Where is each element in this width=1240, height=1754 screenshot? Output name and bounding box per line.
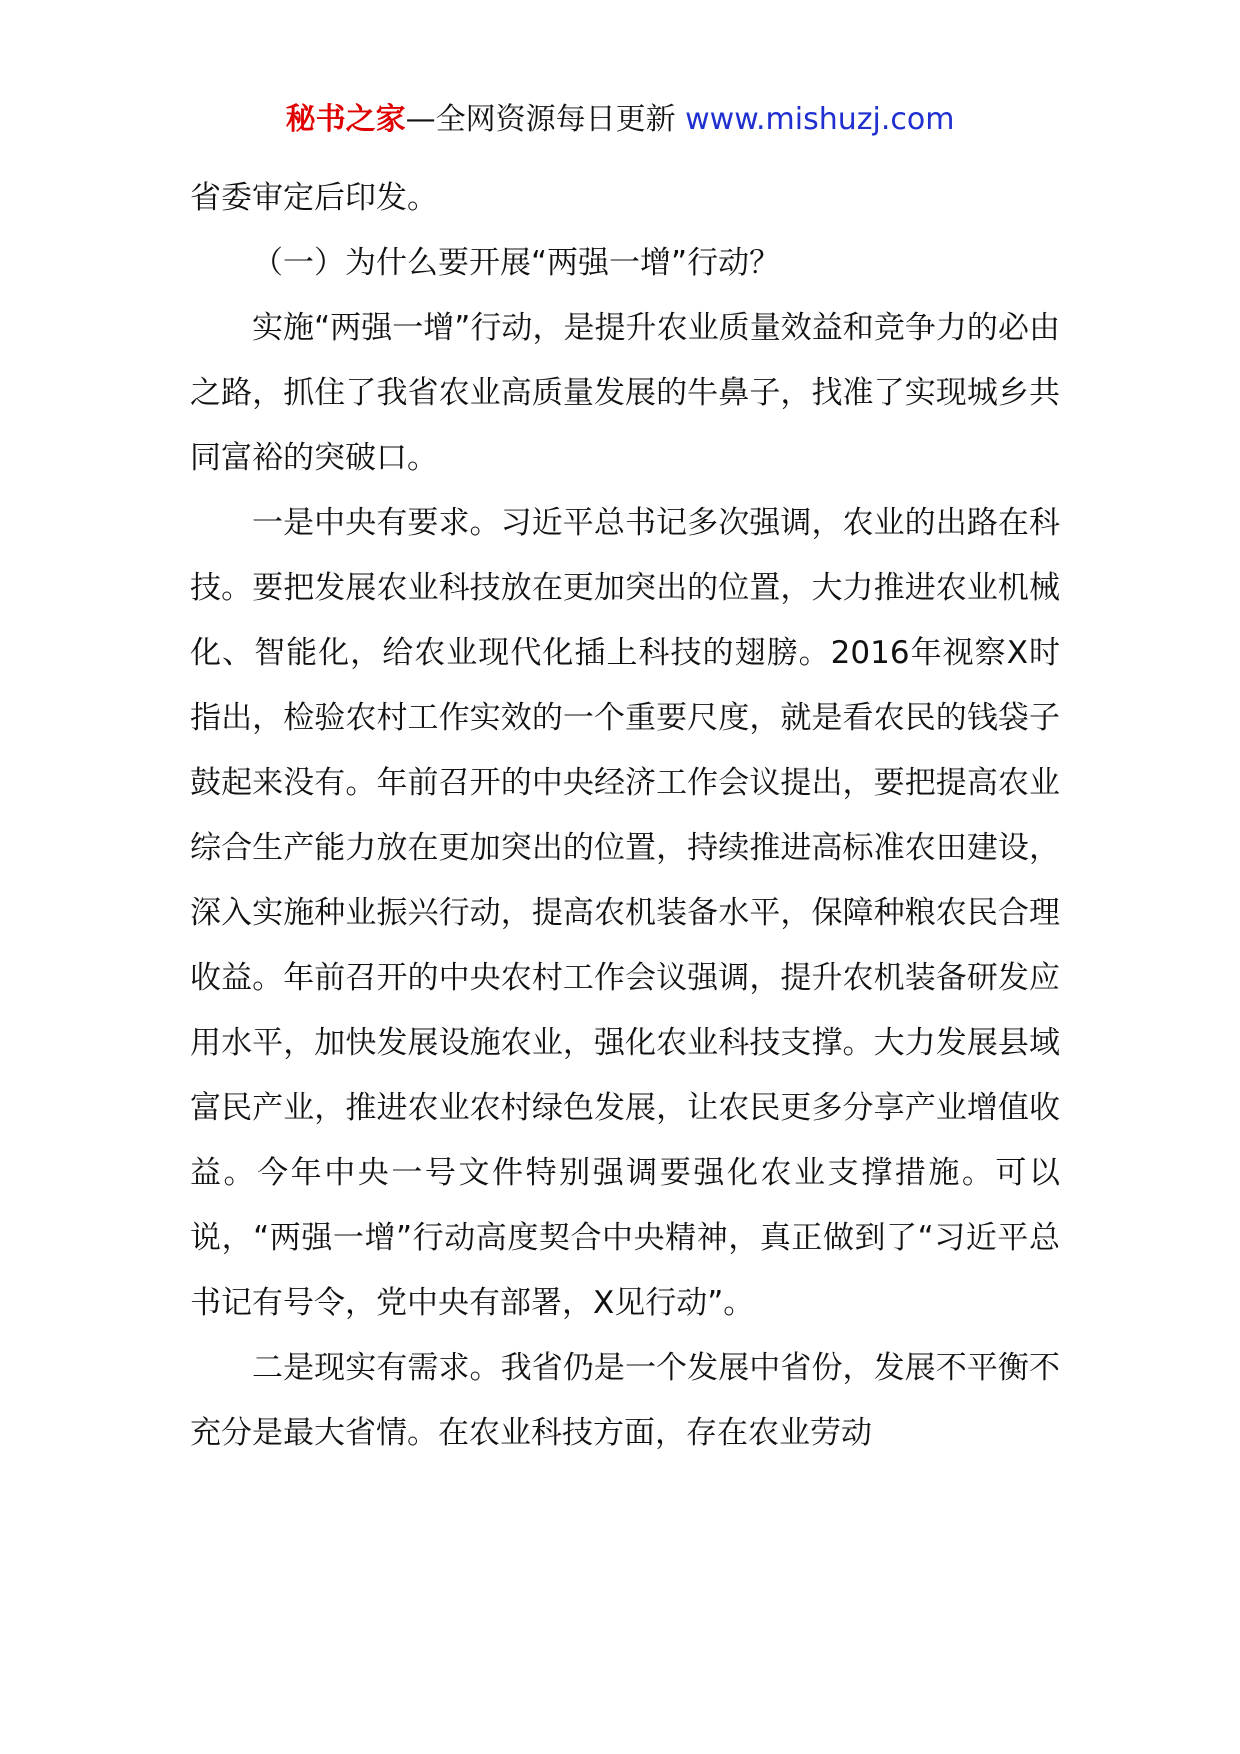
document-body <box>190 166 1060 1466</box>
paragraph-intro: 实施“两强一增”行动，是提升农业质量效益和竞争力的必由之路，抓住了我省农业高质量发展的牛鼻子，找准了实现城乡共同富裕的突破口。 <box>190 310 1060 476</box>
paragraph-continuation: 省委审定后印发。 <box>190 180 438 216</box>
site-brand-name: 秘书之家 <box>285 102 406 137</box>
paragraph-central-requirement: 一是中央有要求。习近平总书记多次强调，农业的出路在科技。要把发展农业科技放在更加突出的位置，大力推进农业机械化、智能化，给农业现代化插上科技的翅膀。2016年视察X时指出，检验农村工作实效的一个重要尺度，就是看农民的钱袋子鼓起来没有。年前召开的中央经济工作会议提出，要把提高农业综合生产能力放在更加突出的位置，持续推进高标准农田建设，深入实施种业振兴行动，提高农机装备水平，保障种粮农民合理收益。年前召开的中央农村工作会议强调，提升农机装备研发应用水平，加快发展设施农业，强化农业科技支撑。大力发展县域富民产业，推进农业农村绿色发展，让农民更多分享产业增值收益。今年中央一号文件特别强调要强化农业支撑措施。可以说，“两强一增”行动高度契合中央精神，真正做到了“习近平总书记有号令，党中央有部署，X见行动”。 <box>190 505 1060 1321</box>
paragraph-practical-need: 二是现实有需求。我省仍是一个发展中省份，发展不平衡不充分是最大省情。在农业科技方面，存在农业劳动 <box>190 1350 1060 1451</box>
site-tagline: —全网资源每日更新 <box>405 102 676 137</box>
site-header-banner <box>0 100 1240 140</box>
site-url-link[interactable]: www.mishuzj.com <box>685 102 955 137</box>
section-heading: （一）为什么要开展“两强一增”行动？ <box>252 245 781 281</box>
